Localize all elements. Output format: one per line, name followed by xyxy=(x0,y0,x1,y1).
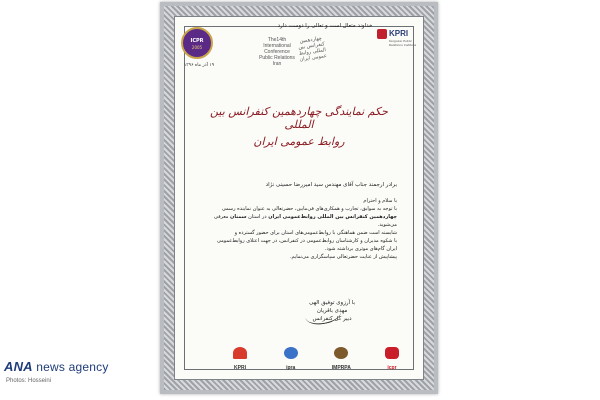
heading-line-1: حکم نمایندگی چهاردهمین کنفرانس بین المللی xyxy=(210,105,388,131)
kpri-mark-icon xyxy=(377,29,387,39)
kpri-footer-label: KPRI xyxy=(234,365,246,371)
signer-name: مهدی باقریان xyxy=(316,308,348,314)
kpri-logo-text: KPRI xyxy=(389,29,409,38)
agency-watermark xyxy=(4,359,109,374)
footer-logos xyxy=(225,345,407,371)
photo-credit: Photos: Hosseini xyxy=(6,378,52,384)
province-name: سمنان xyxy=(230,214,247,220)
ipra-footer-logo xyxy=(276,345,306,371)
greeting: با سلام و احترام xyxy=(363,198,397,204)
body-line-2-text: در استان xyxy=(246,214,269,220)
conference-mark-english: The14th International Conference Public Relations Iran xyxy=(259,37,295,67)
icpr-emblem-icon xyxy=(385,347,399,359)
icpr-seal-logo xyxy=(181,27,213,59)
icpr-footer-logo xyxy=(377,345,407,371)
heading-line-2: روابط عمومی ایران xyxy=(253,135,345,148)
watermark-agency: news agency xyxy=(32,360,109,374)
certificate xyxy=(160,2,438,394)
watermark-ana: ANA xyxy=(4,359,33,374)
body-line-3: شایسته است ضمن هماهنگی با روابط‌عمومی‌های استان برای حضور گسترده و xyxy=(234,230,397,236)
imprpa-emblem-icon xyxy=(334,347,348,359)
kpri-logo-subtitle: Kargozar Public Relations Institute xyxy=(389,39,417,47)
signature-wish: با آرزوی توفیق الهی xyxy=(309,300,355,306)
signer-title: دبیر کل کنفرانس xyxy=(312,316,352,322)
icpr-footer-label: icpr xyxy=(387,365,397,371)
conference-mark-persian: چهاردهمین کنفرانس بین المللی روابط عمومی ایران xyxy=(297,35,328,63)
body-line-4: با شکوه مدیران و کارشناسان روابط‌عمومی در کنفرانس، در جهت اعتلای روابط‌عمومی xyxy=(216,238,397,244)
certificate-paper xyxy=(174,16,424,380)
issue-date: ۱۹ آذر ماه ۱۳۹۶ xyxy=(183,63,215,68)
imprpa-footer-label: IMPRPA xyxy=(331,365,351,371)
imprpa-footer-logo xyxy=(326,345,356,371)
ipra-footer-label: ipra xyxy=(286,365,296,371)
body-line-2 xyxy=(201,213,397,229)
letter-body xyxy=(201,197,397,261)
icpr-seal-text: ICPR xyxy=(190,38,204,44)
header-invocation: خداوند متعال است و تعالی را دوست دارد xyxy=(277,23,373,29)
body-line-1: با توجه به سوابق، تجارب و همکاری‌های فی‌ما‌بین، حضرتعالی به عنوان نماینده رسمی xyxy=(221,206,397,212)
kpri-footer-logo xyxy=(225,345,255,371)
body-line-6: پیشاپیش از عنایت حضرتعالی سپاسگزاری می‌نمایم. xyxy=(289,254,397,260)
body-line-2-tail: معرفی می‌شوید. xyxy=(214,214,397,228)
body-line-5: ایران گام‌های موثری برداشته شود. xyxy=(324,246,397,252)
signature-block xyxy=(309,299,355,323)
addressee: برادر ارجمند جناب آقای مهندس سید امیررضا حسینی نژاد xyxy=(265,182,397,188)
ipra-globe-icon xyxy=(284,347,298,359)
kpri-flower-icon xyxy=(233,347,247,359)
conference-mark xyxy=(259,37,329,93)
kpri-logo xyxy=(377,29,417,51)
certificate-heading xyxy=(195,105,403,148)
conference-name: چهاردهمین کنفرانس بین المللی روابط‌عمومی ایران xyxy=(268,214,397,220)
icpr-seal-year: 2005 xyxy=(191,45,203,50)
